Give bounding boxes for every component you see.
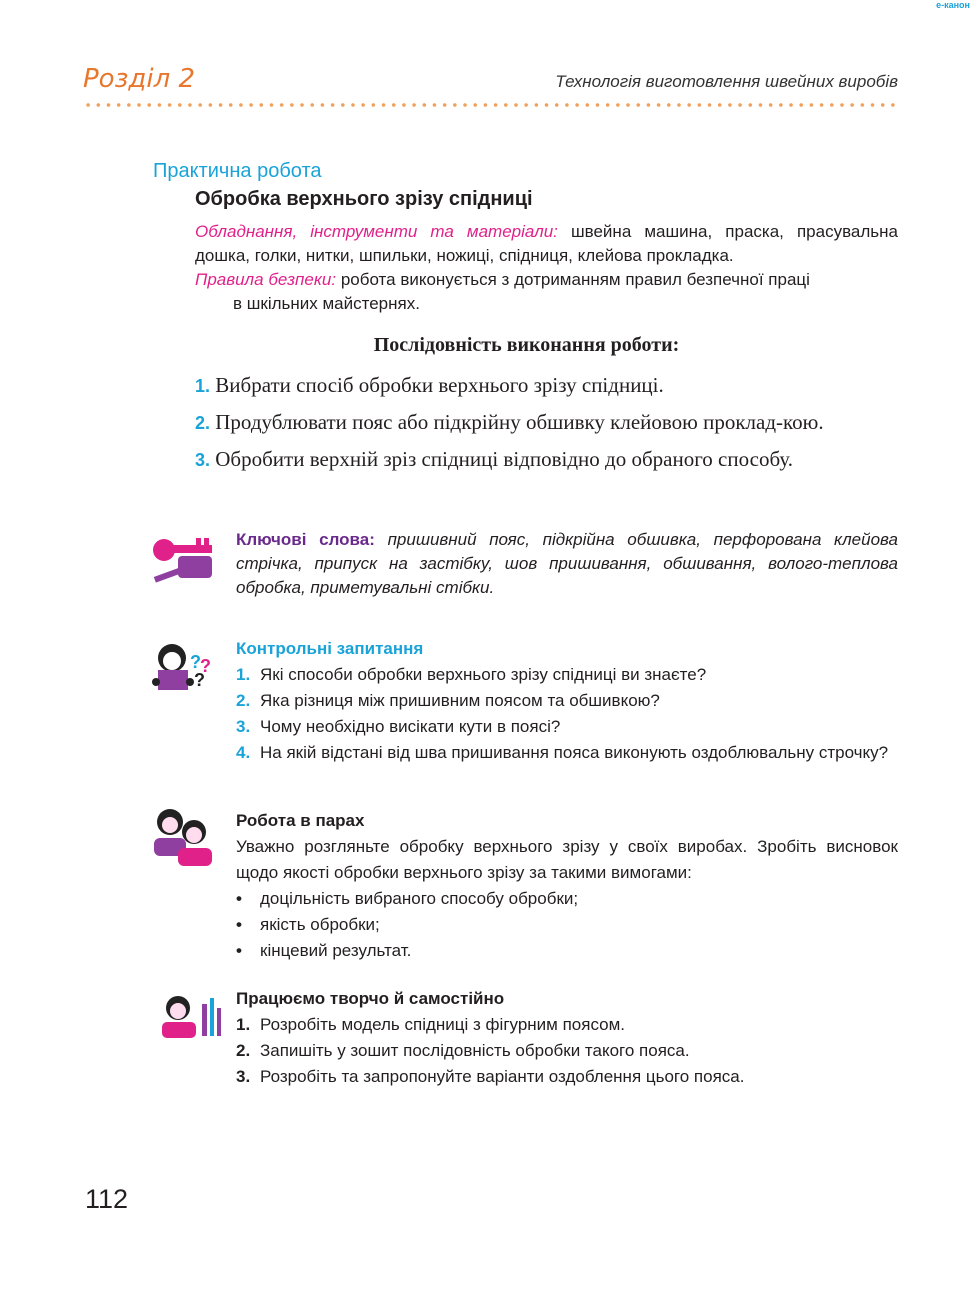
safety-label: Правила безпеки:	[195, 270, 337, 289]
question-item	[236, 662, 898, 688]
item-text: Розробіть та запропонуйте варіанти оздоблення цього пояса.	[260, 1067, 745, 1086]
svg-text:?: ?	[194, 670, 205, 690]
item-text: кінцевий результат.	[260, 941, 412, 960]
bullet-item	[236, 912, 898, 938]
practical-label: Практична робота	[153, 160, 322, 182]
bullet: •	[236, 915, 242, 934]
page-number: 112	[85, 1184, 129, 1214]
item-text: Чому необхідно висікати кути в поясі?	[260, 717, 561, 736]
item-number: 2.	[236, 1041, 251, 1060]
svg-text:?: ?	[200, 656, 211, 676]
bullet: •	[236, 889, 242, 908]
step-number: 3.	[195, 450, 211, 470]
question-item	[236, 714, 898, 740]
svg-text:?: ?	[190, 652, 201, 672]
questions-section	[236, 636, 898, 766]
sequence-steps	[155, 371, 898, 482]
step-text: Вибрати спосіб обробки верхнього зрізу спідниці.	[215, 373, 664, 397]
equipment-paragraph	[195, 220, 898, 268]
keys-icon	[150, 532, 216, 584]
step-number: 1.	[195, 376, 211, 396]
creative-title: Працюємо творчо й самостійно	[236, 989, 505, 1008]
bullet-item	[236, 886, 898, 912]
question-item	[236, 688, 898, 714]
keywords-text: пришивний пояс, підкрійна обшивка, перфорована клейова стрічка, припуск на застібку, шов пришивання, обшивання, волого-теплова обробка, приметувальні стібки.	[236, 530, 898, 597]
step-number: 2.	[195, 413, 211, 433]
item-text: Запишіть у зошит послідовність обробки такого пояса.	[260, 1041, 690, 1060]
item-number: 4.	[236, 743, 251, 762]
item-number: 3.	[236, 717, 251, 736]
task-item	[236, 1012, 898, 1038]
two-people-icon	[150, 806, 216, 868]
item-text: Розробіть модель спідниці з фігурним поясом.	[260, 1015, 626, 1034]
pairs-intro: Уважно розгляньте обробку верхнього зрізу у своїх виробах. Зробіть висновок щодо якості обробки верхнього зрізу за такими вимогами:	[236, 837, 898, 882]
item-text: На якій відстані від шва пришивання пояса виконують оздоблювальну строчку?	[260, 743, 889, 762]
pairs-title: Робота в парах	[236, 811, 365, 830]
questions-title: Контрольні запитання	[236, 639, 424, 658]
question-item	[236, 740, 898, 766]
step	[155, 445, 898, 475]
bullet-item	[236, 938, 898, 964]
sequence-heading: Послідовність виконання роботи:	[373, 334, 680, 356]
task-item	[236, 1038, 898, 1064]
item-text: Яка різниця між пришивним поясом та обшивкою?	[260, 691, 660, 710]
running-title: Технологія виготовлення швейних виробів	[555, 72, 898, 91]
item-text: якість обробки;	[260, 915, 380, 934]
equipment-text: швейна машина, праска, прасувальна дошка, голки, нитки, шпильки, ножиці, спідниця, клейова прокладка.	[195, 222, 898, 265]
practical-title: Обробка верхнього зрізу спідниці	[195, 188, 533, 210]
dotted-divider	[83, 102, 898, 108]
safety-paragraph	[195, 268, 898, 316]
chapter-label: Розділ 2	[83, 64, 196, 94]
item-number: 3.	[236, 1067, 251, 1086]
safety-text-cont: в шкільних майстернях.	[233, 294, 420, 313]
safety-text: робота виконується з дотриманням правил безпечної праці	[340, 270, 810, 289]
girl-reading-questions-icon	[150, 640, 222, 692]
item-number: 1.	[236, 1015, 251, 1034]
equipment-label: Обладнання, інструменти та матеріали:	[195, 222, 558, 241]
step	[155, 408, 898, 438]
girl-with-tools-icon	[160, 994, 224, 1038]
step	[155, 371, 898, 401]
task-item	[236, 1064, 898, 1090]
bullet: •	[236, 941, 242, 960]
keywords-block	[236, 528, 898, 600]
keywords-label: Ключові слова:	[236, 530, 375, 549]
item-number: 2.	[236, 691, 251, 710]
step-text: Обробити верхній зріз спідниці відповідно до обраного способу.	[215, 447, 793, 471]
publisher-logo: e-канон	[936, 0, 970, 10]
pairs-section	[236, 808, 898, 964]
item-text: доцільність вибраного способу обробки;	[260, 889, 579, 908]
step-text: Продублювати пояс або підкрійну обшивку клейовою проклад-кою.	[215, 410, 824, 434]
creative-section	[236, 986, 898, 1090]
item-text: Які способи обробки верхнього зрізу спідниці ви знаєте?	[260, 665, 707, 684]
item-number: 1.	[236, 665, 251, 684]
